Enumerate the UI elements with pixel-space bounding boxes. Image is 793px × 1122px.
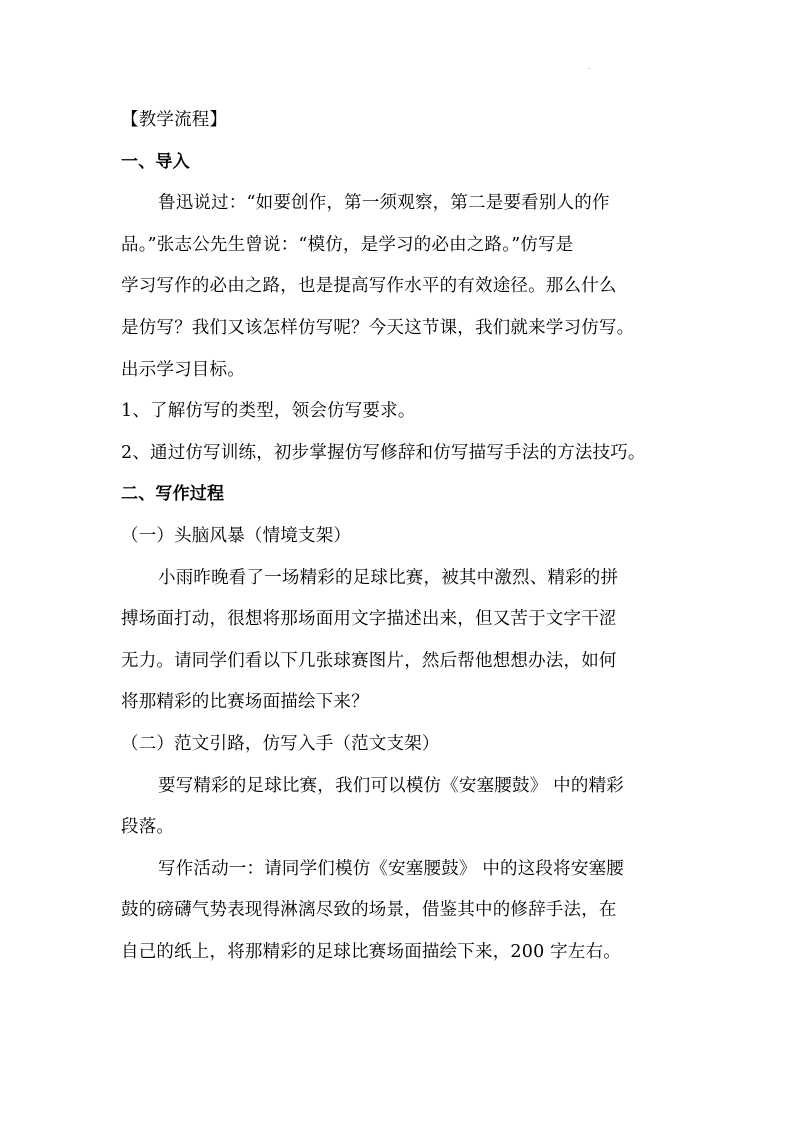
paragraph-line: 品。”张志公先生曾说：“模仿，是学习的必由之路。”仿写是	[121, 234, 574, 255]
paragraph-line: 鼓的磅礴气势表现得淋漓尽致的场景，借鉴其中的修辞手法，在	[121, 900, 617, 921]
paragraph-line: 小雨昨晚看了一场精彩的足球比赛，被其中激烈、精彩的拼	[158, 567, 619, 588]
paragraph-line: 写作活动一：请同学们模仿《安塞腰鼓》 中的这段将安塞腰	[158, 858, 624, 879]
paragraph-line: 将那精彩的比赛场面描绘下来？	[121, 692, 369, 713]
section-heading-writing-process: 二、写作过程	[121, 484, 225, 505]
paragraph-line: 学习写作的必由之路，也是提高写作水平的有效途径。那么什么	[121, 276, 617, 297]
paragraph-line: 出示学习目标。	[121, 359, 245, 380]
paragraph-line: 鲁迅说过：“如要创作，第一须观察，第二是要看别人的作	[158, 193, 610, 214]
subsection-heading-brainstorm: （一）头脑风暴（情境支架）	[121, 525, 352, 546]
paragraph-line: 无力。请同学们看以下几张球赛图片，然后帮他想想办法，如何	[121, 650, 617, 671]
objective-item: 1、了解仿写的类型，领会仿写要求。	[121, 401, 416, 422]
section-heading-introduction: 一、导入	[121, 151, 190, 172]
header-dot: .	[588, 62, 591, 71]
document-body	[121, 100, 681, 973]
objective-item: 2、通过仿写训练，初步掌握仿写修辞和仿写描写手法的方法技巧。	[121, 442, 646, 463]
paragraph-line: 要写精彩的足球比赛，我们可以模仿《安塞腰鼓》 中的精彩	[158, 775, 624, 796]
subsection-heading-model-text: （二）范文引路，仿写入手（范文支架）	[121, 733, 440, 754]
paragraph-line: 搏场面打动，很想将那场面用文字描述出来，但又苦于文字干涩	[121, 609, 617, 630]
paragraph-line: 是仿写？我们又该怎样仿写呢？今天这节课，我们就来学习仿写。	[121, 317, 635, 338]
paragraph-line: 自己的纸上，将那精彩的足球比赛场面描绘下来，200 字左右。	[121, 941, 621, 962]
paragraph-line: 段落。	[121, 817, 175, 838]
section-heading-teaching-process: 【教学流程】	[121, 110, 228, 130]
